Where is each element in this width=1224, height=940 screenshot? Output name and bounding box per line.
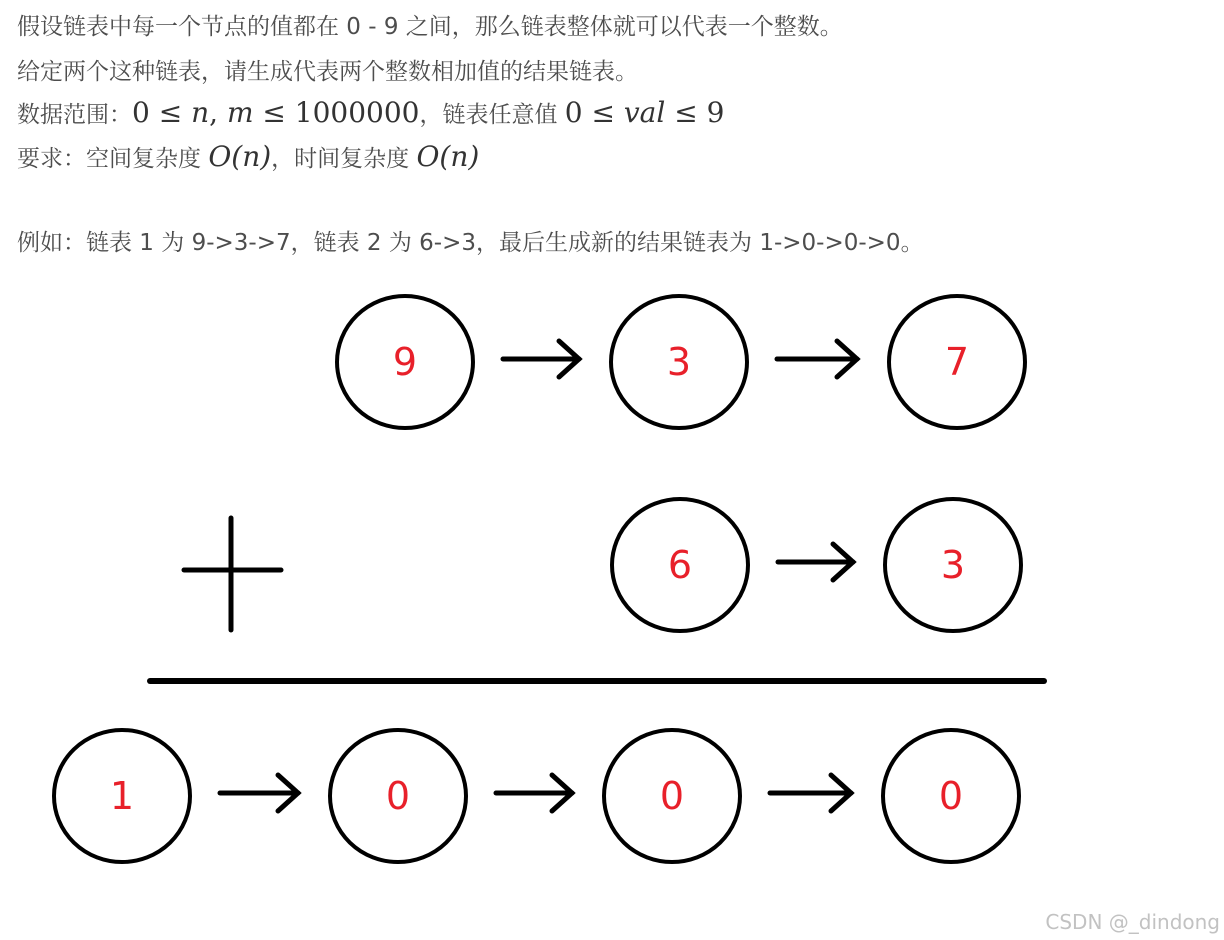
- list1-node: [611, 296, 747, 428]
- range-prefix: 数据范围：: [17, 102, 132, 128]
- right-arrow-icon: [777, 341, 857, 377]
- node-value: 9: [392, 340, 418, 384]
- plus-icon: [184, 518, 281, 630]
- node-value: 1: [109, 774, 135, 818]
- right-arrow-icon: [503, 341, 579, 377]
- example-line: 例如：链表 1 为 9->3->7，链表 2 为 6->3，最后生成新的结果链表为 1->0->0->0。: [17, 230, 924, 256]
- node-value: 3: [940, 543, 966, 587]
- watermark: CSDN @_dindong: [1045, 910, 1220, 934]
- description-line-1: 假设链表中每一个节点的值都在 0 - 9 之间，那么链表整体就可以代表一个整数。: [17, 14, 843, 40]
- description-line-2: 给定两个这种链表，请生成代表两个整数相加值的结果链表。: [17, 59, 638, 85]
- list2-node: [612, 499, 748, 631]
- node-value: 6: [667, 543, 693, 587]
- node-value: 7: [944, 340, 970, 384]
- result-node: [330, 730, 466, 862]
- result-node: [604, 730, 740, 862]
- node-value: 3: [666, 340, 692, 384]
- range-middle: ，链表任意值: [419, 102, 565, 128]
- node-value: 0: [385, 774, 411, 818]
- list1-node: [889, 296, 1025, 428]
- requirement-prefix: 要求：空间复杂度: [17, 146, 209, 172]
- right-arrow-icon: [220, 775, 298, 811]
- space-complexity: O(n): [208, 140, 272, 173]
- node-value: 0: [659, 774, 685, 818]
- requirement-middle: ，时间复杂度: [271, 146, 417, 172]
- right-arrow-icon: [778, 544, 853, 580]
- range-formula-nm: 0 ≤ n, m ≤ 1000000: [132, 96, 420, 129]
- node-value: 0: [938, 774, 964, 818]
- right-arrow-icon: [770, 775, 851, 811]
- right-arrow-icon: [496, 775, 572, 811]
- list1-node: [337, 296, 473, 428]
- result-node: [54, 730, 190, 862]
- time-complexity: O(n): [416, 140, 480, 173]
- range-formula-val: 0 ≤ val ≤ 9: [564, 96, 725, 129]
- result-node: [883, 730, 1019, 862]
- list2-node: [885, 499, 1021, 631]
